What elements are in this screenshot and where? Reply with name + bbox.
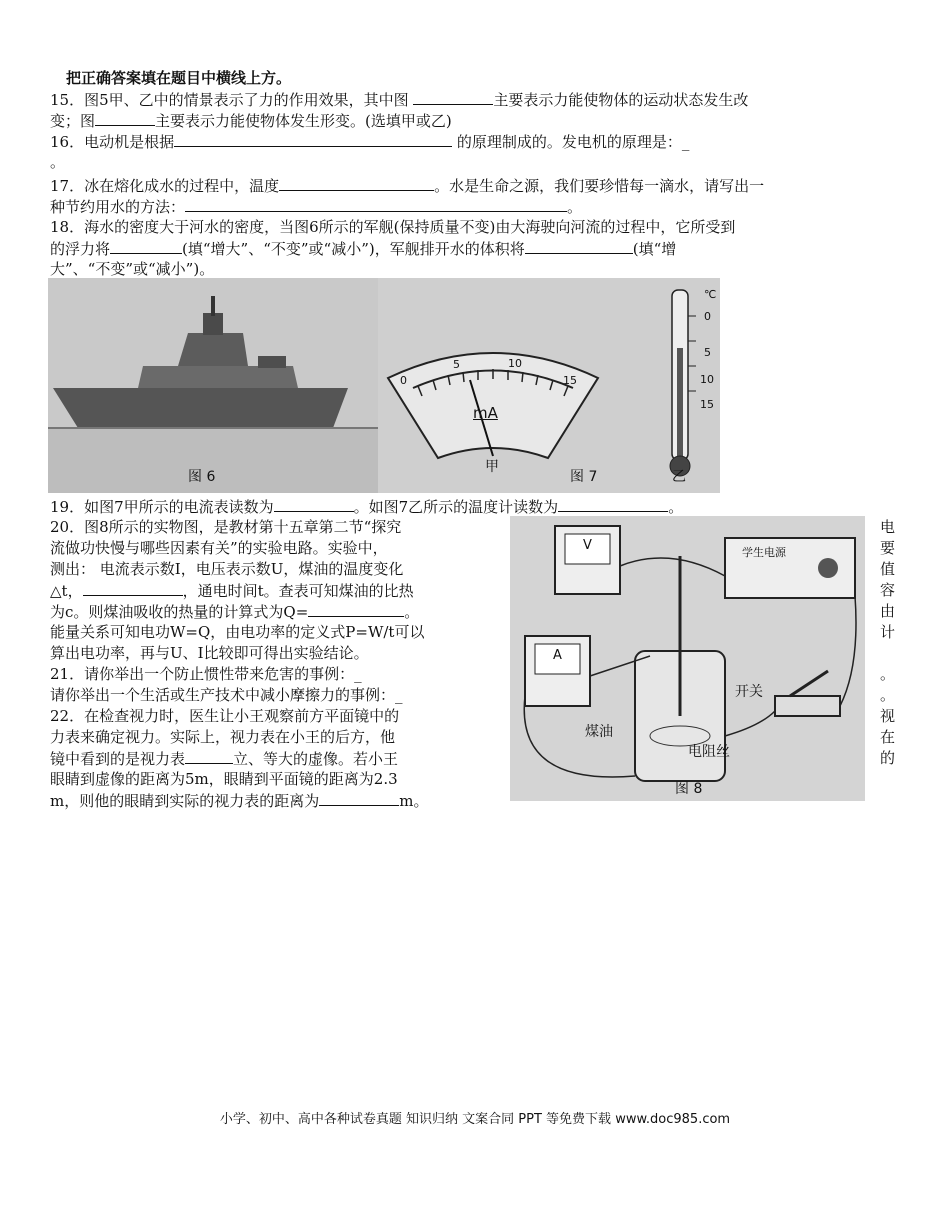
question-19 [50, 496, 683, 518]
right-col-8: 视 [880, 707, 896, 725]
q18-text-b: 的浮力将 [50, 240, 111, 258]
q19-text-b: 。如图7乙所示的温度计读数为 [353, 498, 559, 516]
q19-blank-1[interactable] [274, 496, 354, 512]
kerosene-label: 煤油 [585, 724, 613, 740]
meter-unit: mA [473, 404, 498, 422]
thermo-tick-10: 10 [700, 373, 714, 386]
q22-line-5 [50, 790, 428, 812]
q22-text-3b: 立、等大的虚像。若小王 [233, 750, 399, 768]
meter-tick-0: 0 [400, 374, 407, 387]
thermo-tick-5: 5 [704, 346, 711, 359]
page-footer: 小学、初中、高中各种试卷真题 知识归纳 文案合同 PPT 等免费下载 www.doc985.com [219, 1112, 731, 1127]
q17-blank-1[interactable] [279, 175, 434, 191]
q16-end: 。 [50, 153, 66, 171]
right-col-2: 值 [880, 560, 896, 578]
q22-blank-1[interactable] [185, 748, 233, 764]
q15-blank-2[interactable] [95, 110, 155, 126]
q22-line-4: 眼睛到虚像的距离为5m，眼睛到平面镜的距离为2.3 [50, 770, 398, 788]
right-col-3: 容 [880, 581, 896, 599]
meter-tick-5: 5 [453, 358, 460, 371]
q15-blank-1[interactable] [413, 89, 493, 105]
q22-line-2: 力表来确定视力。实际上，视力表在小王的后方，他 [50, 728, 396, 746]
q17-text-b: 。水是生命之源，我们要珍惜每一滴水，请写出一 [434, 177, 765, 195]
q15-text-c: 变；图 [50, 112, 96, 130]
q16-text-a: 16．电动机是根据 [50, 133, 175, 151]
q15-text-d: 主要表示力能使物体发生形变。(选填甲或乙) [155, 112, 452, 130]
q20-blank-1[interactable] [83, 580, 183, 596]
right-col-5: 计 [880, 623, 896, 641]
q22-text-5b: m。 [399, 792, 429, 810]
right-col-4: 由 [880, 602, 896, 620]
q18-blank-2[interactable] [525, 238, 633, 254]
q20-line-6: 能量关系可知电功W=Q，由电功率的定义式P=W/t可以 [50, 623, 425, 641]
q18-blank-1[interactable] [110, 238, 182, 254]
figure-6-7-panel [48, 278, 720, 493]
q20-line-7: 算出电功率，再与U、I比较即可得出实验结论。 [50, 644, 369, 662]
q17-text-d: 。 [567, 198, 583, 216]
figure-6-caption: 图 6 [188, 469, 216, 485]
meter-tick-10: 10 [508, 357, 522, 370]
q17-text-a: 17．冰在熔化成水的过程中，温度 [50, 177, 280, 195]
q20-text-5a: 为c。则煤油吸收的热量的计算式为Q= [50, 603, 309, 621]
figure-8-caption: 图 8 [675, 781, 703, 797]
q20-line-1: 20．图8所示的实物图，是教材第十五章第二节“探究 [50, 518, 402, 536]
q18-text-d: (填“增 [632, 240, 677, 258]
question-18-end: 大”、“不变”或“减小”)。 [50, 260, 215, 278]
question-17-cont [50, 196, 582, 218]
q19-text-a: 19．如图7甲所示的电流表读数为 [50, 498, 274, 516]
q20-text-4b: ，通电时间t。查表可知煤油的比热 [182, 582, 414, 600]
resistance-wire-label: 电阻丝 [688, 744, 730, 760]
question-18-cont [50, 238, 676, 260]
q20-line-3: 测出： 电流表示数I，电压表示数U，煤油的温度变化 [50, 560, 404, 578]
meter-tick-15: 15 [563, 374, 577, 387]
q16-blank-1[interactable] [174, 131, 452, 147]
meter-label: 甲 [485, 459, 499, 475]
question-15-cont [50, 110, 452, 132]
q20-line-2: 流做功快慢与哪些因素有关”的实验电路。实验中， [50, 539, 388, 557]
q19-blank-2[interactable] [558, 496, 668, 512]
q22-text-5a: m，则他的眼睛到实际的视力表的距离为 [50, 792, 320, 810]
q21-line-2: 请你举出一个生活或生产技术中减小摩擦力的事例：_ [50, 686, 403, 704]
question-15 [50, 89, 748, 111]
q22-line-1: 22．在检查视力时，医生让小王观察前方平面镜中的 [50, 707, 400, 725]
right-col-0: 电 [880, 518, 896, 536]
q20-line-4 [50, 580, 414, 602]
instruction-header: 把正确答案填在题目中横线上方。 [66, 69, 292, 87]
q21-line-1: 21．请你举出一个防止惯性带来危害的事例：_ [50, 665, 362, 683]
q20-text-5b: 。 [404, 603, 420, 621]
thermo-tick-0: 0 [704, 310, 711, 323]
q22-text-3a: 镜中看到的是视力表 [50, 750, 186, 768]
q20-blank-2[interactable] [308, 601, 404, 617]
figure-7-caption: 图 7 [570, 469, 598, 485]
q16-text-b: 的原理制成的。发电机的原理是：_ [456, 133, 690, 151]
right-col-10: 的 [880, 749, 896, 767]
right-col-1: 要 [880, 539, 896, 557]
q20-text-4a: △t， [50, 582, 83, 600]
right-col-7: 。 [880, 686, 896, 704]
thermo-tick-15: 15 [700, 398, 714, 411]
q17-text-c: 种节约用水的方法： [50, 198, 186, 216]
power-supply-label: 学生电源 [742, 546, 786, 559]
question-18: 18．海水的密度大于河水的密度，当图6所示的军舰(保持质量不变)由大海驶向河流的过程中，它所受到 [50, 218, 736, 236]
right-col-6: 。 [880, 665, 896, 683]
q15-text-b: 主要表示力能使物体的运动状态发生改 [493, 91, 749, 109]
q17-blank-2[interactable] [185, 196, 567, 212]
voltmeter-letter: V [583, 538, 592, 553]
figure-8-panel [510, 516, 865, 801]
thermometer [660, 286, 700, 486]
thermo-unit: ℃ [704, 288, 717, 301]
q20-line-5 [50, 601, 419, 623]
right-col-9: 在 [880, 728, 896, 746]
q15-text-a: 15．图5甲、乙中的情景表示了力的作用效果，其中图 [50, 91, 409, 109]
q22-blank-2[interactable] [319, 790, 399, 806]
switch-label: 开关 [735, 684, 763, 700]
q18-text-c: (填“增大”、“不变”或“减小”)，军舰排开水的体积将 [182, 240, 525, 258]
thermo-label: 乙 [672, 469, 686, 485]
warship-image [48, 278, 378, 493]
question-17 [50, 175, 764, 197]
ammeter-letter: A [553, 648, 562, 663]
q19-text-c: 。 [668, 498, 684, 516]
question-16 [50, 131, 689, 153]
q22-line-3 [50, 748, 398, 770]
